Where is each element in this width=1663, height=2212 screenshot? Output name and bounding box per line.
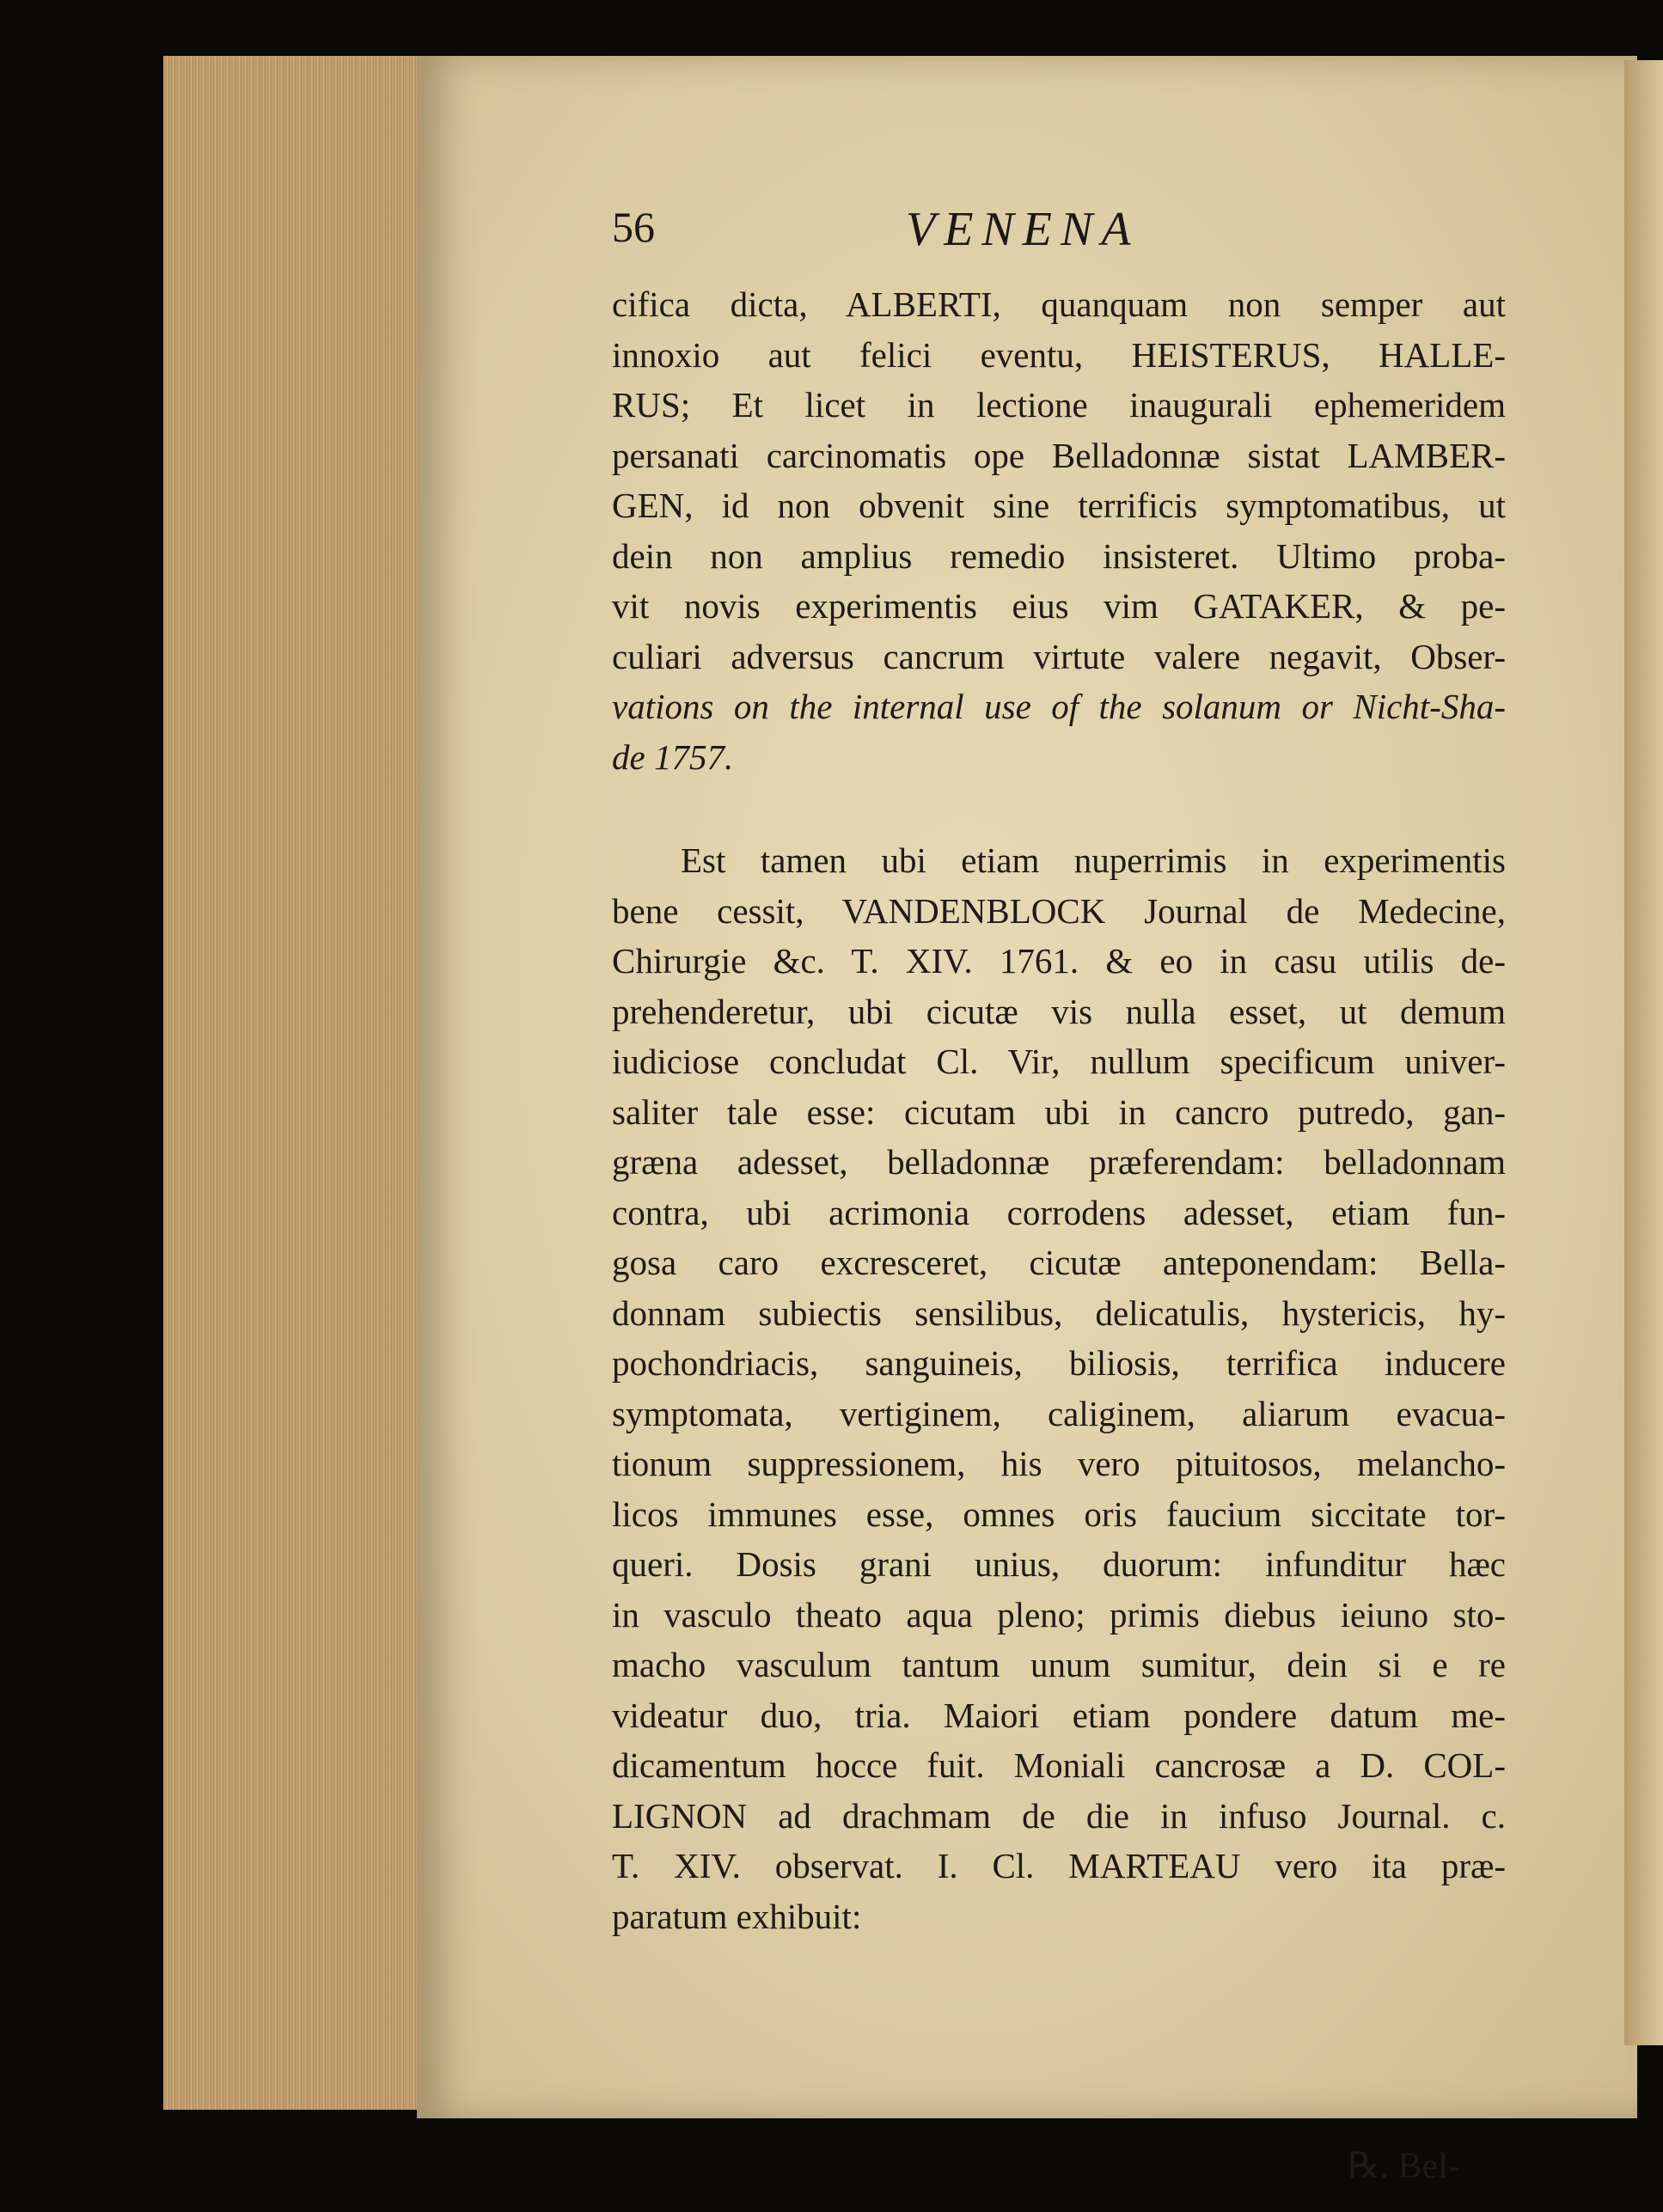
text-line: bene cessit, VANDENBLOCK Journal de Medecine,	[612, 890, 1506, 931]
text-line: queri. Dosis grani unius, duorum: infunditur hæc	[612, 1544, 1506, 1584]
running-head	[612, 202, 1506, 271]
text-line: licos immunes esse, omnes oris faucium siccitate tor-	[612, 1494, 1506, 1534]
text-line: videatur duo, tria. Maiori etiam pondere datum me-	[612, 1695, 1506, 1735]
text-line: GEN, id non obvenit sine terrificis symptomatibus, ut	[612, 486, 1506, 525]
page-edges	[163, 56, 421, 2110]
text-line: innoxio aut felici eventu, HEISTERUS, HALLE-	[612, 334, 1506, 375]
text-line: Chirurgie &c. T. XIV. 1761. & eo in casu utilis de-	[612, 941, 1506, 981]
text-line: RUS; Et licet in lectione inaugurali ephemeridem	[612, 385, 1506, 425]
text-line: saliter tale esse: cicutam ubi in cancro putredo, gan-	[612, 1091, 1506, 1132]
text-line: gosa caro excresceret, cicutæ anteponendam: Bella-	[612, 1243, 1506, 1282]
text-line: LIGNON ad drachmam de die in infuso Journal. c.	[612, 1795, 1506, 1836]
text-line: græna adesset, belladonnæ præferendam: belladonnam	[612, 1142, 1506, 1182]
text-line: de 1757.	[612, 736, 734, 777]
text-line: cifica dicta, ALBERTI, quanquam non semper aut	[612, 284, 1506, 324]
text-line: Est tamen ubi etiam nuperrimis in experimentis	[681, 840, 1506, 880]
text-line: symptomata, vertiginem, caliginem, aliarum evacua-	[612, 1393, 1506, 1433]
facing-page-edge	[1624, 60, 1663, 2045]
text-line: dicamentum hocce fuit. Moniali cancrosæ a D. COL-	[612, 1745, 1506, 1785]
text-line: iudiciose concludat Cl. Vir, nullum specificum univer-	[612, 1042, 1506, 1081]
text-line: vit novis experimentis eius vim GATAKER, & pe-	[612, 586, 1506, 626]
text-line: donnam subiectis sensilibus, delicatulis, hystericis, hy-	[612, 1292, 1506, 1333]
text-line: T. XIV. observat. I. Cl. MARTEAU vero ita præ-	[612, 1846, 1506, 1885]
text-line: dein non amplius remedio insisteret. Ultimo proba-	[612, 535, 1506, 576]
running-head-title: VENENA	[906, 203, 1140, 256]
text-line: macho vasculum tantum unum sumitur, dein si e re	[612, 1645, 1506, 1684]
text-line: in vasculo theato aqua pleno; primis diebus ieiuno sto-	[612, 1594, 1506, 1635]
body-text	[612, 279, 1506, 1941]
catchword: ℞. Bel-	[1348, 2147, 1460, 2186]
text-line: pochondriacis, sanguineis, biliosis, terrifica inducere	[612, 1343, 1506, 1383]
text-line: vations on the internal use of the solanum or Nicht-Sha-	[612, 687, 1506, 726]
text-line: contra, ubi acrimonia corrodens adesset, etiam fun-	[612, 1192, 1506, 1232]
text-line: persanati carcinomatis ope Belladonnæ sistat LAMBER-	[612, 435, 1506, 475]
text-line: tionum suppressionem, his vero pituitosos, melancho-	[612, 1444, 1506, 1483]
text-line: paratum exhibuit:	[612, 1896, 862, 1936]
text-line: culiari adversus cancrum virtute valere negavit, Obser-	[612, 636, 1506, 676]
page-number: 56	[612, 203, 655, 251]
paragraph-gap	[612, 782, 1506, 835]
text-line: prehenderetur, ubi cicutæ vis nulla esset, ut demum	[612, 991, 1506, 1031]
